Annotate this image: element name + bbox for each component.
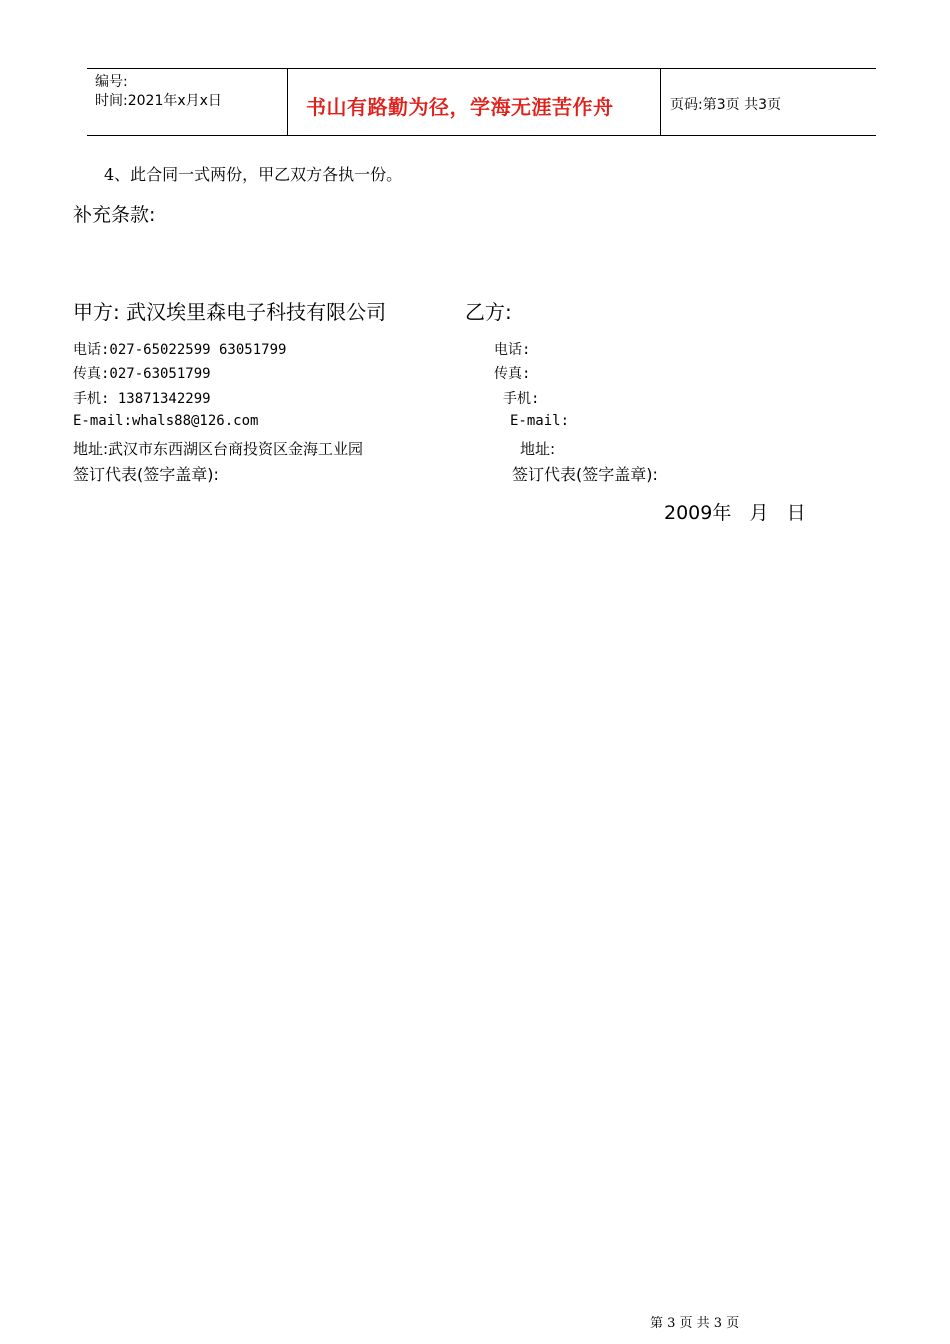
party-b-email: E-mail:	[510, 413, 570, 429]
header-top-border	[87, 68, 876, 69]
party-a-signer: 签订代表(签字盖章):	[73, 465, 219, 484]
party-b-mobile: 手机:	[503, 391, 540, 407]
party-a-heading: 甲方: 武汉埃里森电子科技有限公司	[73, 300, 387, 324]
header-code-label: 编号:	[95, 74, 128, 90]
clause-4: 4、此合同一式两份，甲乙双方各执一份。	[104, 165, 403, 184]
party-b-phone: 电话:	[494, 342, 531, 358]
party-a-fax: 传真:027-63051799	[73, 366, 211, 382]
header-time-label: 时间:2021年x月x日	[95, 93, 222, 109]
sign-date: 2009年 月 日	[664, 502, 806, 524]
header-bottom-border	[87, 135, 876, 136]
party-b-fax: 传真:	[494, 366, 531, 382]
header-page-label: 页码:第3页 共3页	[670, 97, 781, 113]
party-b-heading: 乙方:	[465, 300, 512, 324]
party-b-address: 地址:	[520, 440, 556, 458]
party-a-phone: 电话:027-65022599 63051799	[73, 342, 287, 358]
party-a-address: 地址:武汉市东西湖区台商投资区金海工业园	[73, 440, 364, 458]
header-divider-left	[287, 68, 288, 136]
supplement-title: 补充条款:	[73, 204, 156, 226]
header-motto: 书山有路勤为径，学海无涯苦作舟	[306, 95, 614, 119]
party-a-email: E-mail:whals88@126.com	[73, 413, 259, 429]
page-footer: 第 3 页 共 3 页	[650, 1316, 740, 1331]
party-a-mobile: 手机: 13871342299	[73, 391, 211, 407]
header-divider-right	[660, 68, 661, 136]
party-b-signer: 签订代表(签字盖章):	[512, 465, 658, 484]
